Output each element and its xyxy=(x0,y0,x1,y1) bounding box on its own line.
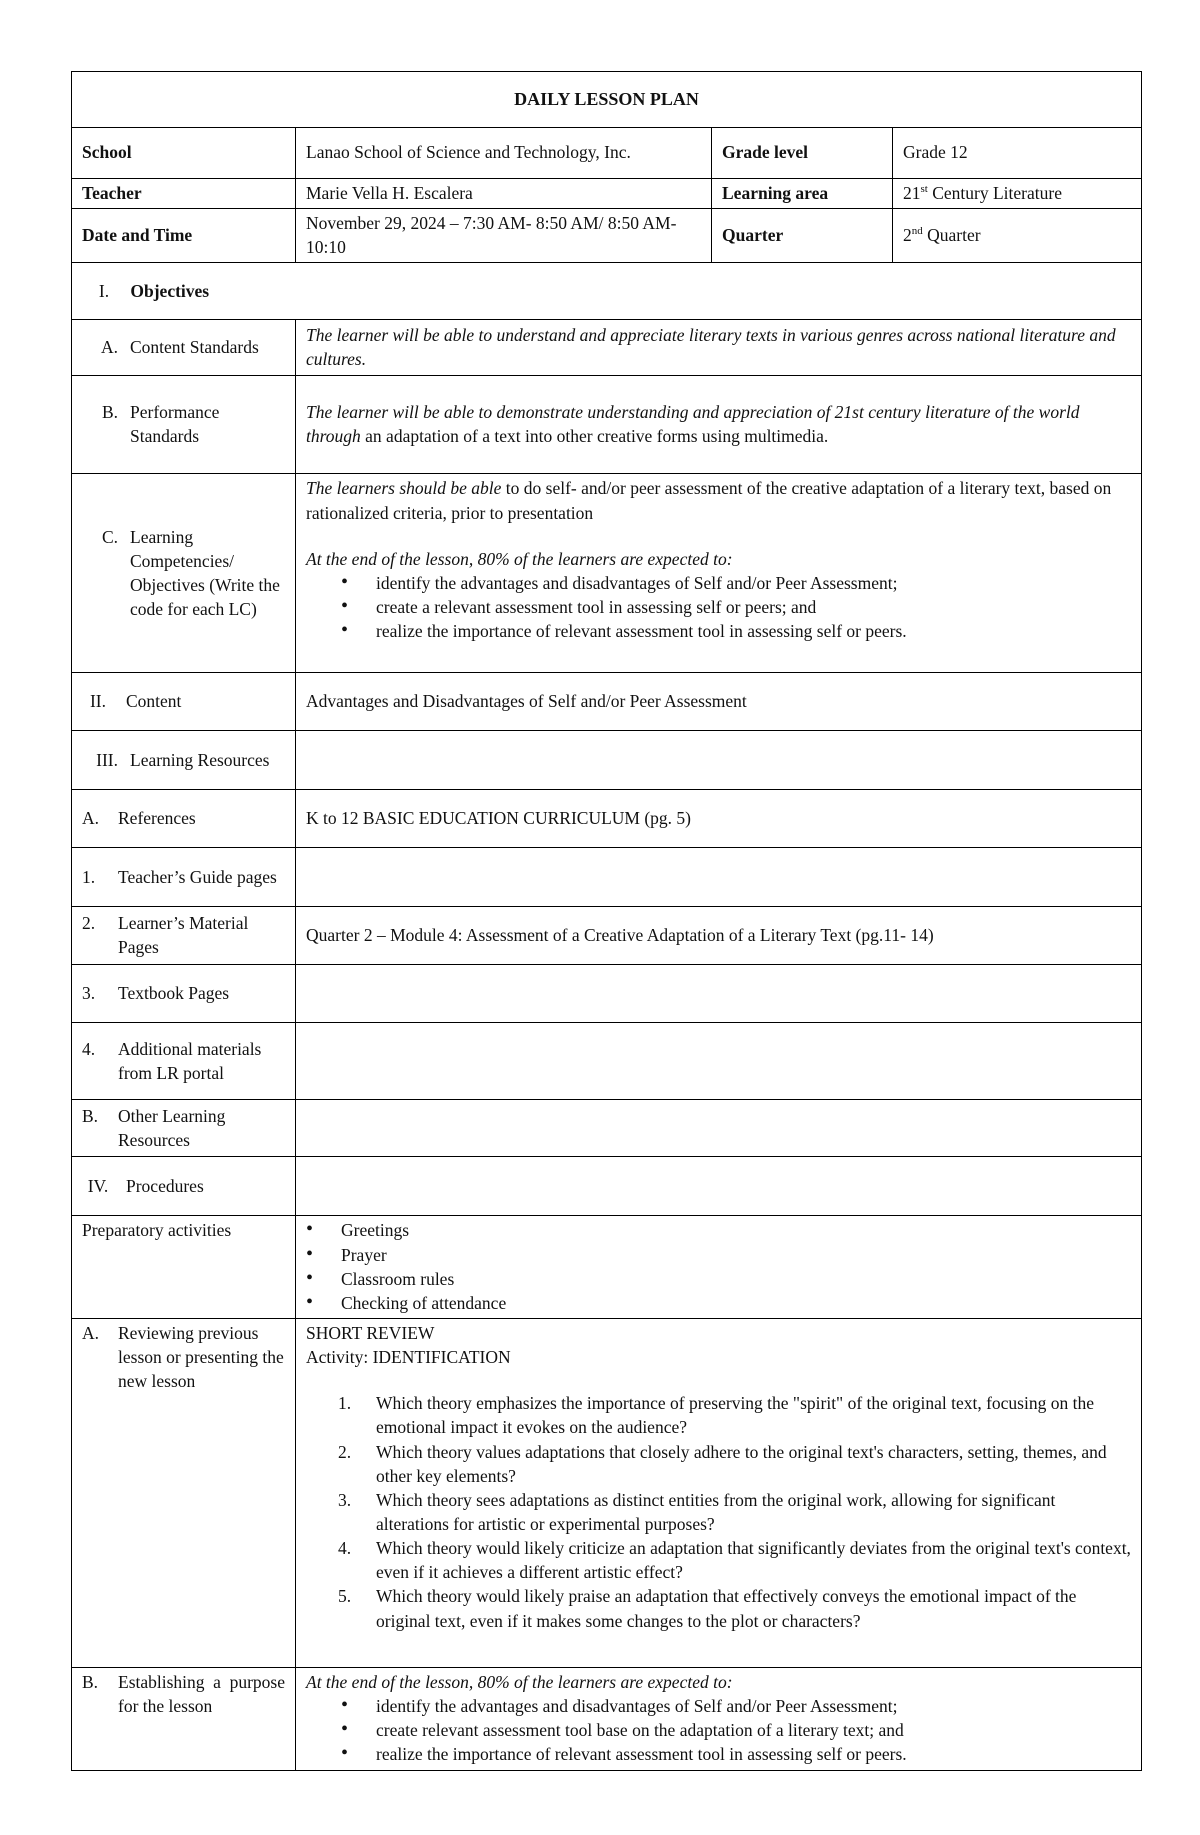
performance-standards-label: B. Performance Standards xyxy=(72,376,296,474)
learning-competencies-label: C. Learning Competencies/ Objectives (Write the code for each LC) xyxy=(72,474,296,673)
reviewing-lesson-value: SHORT REVIEW Activity: IDENTIFICATION Which theory emphasizes the importance of preserving the "spirit" of the original text, focusing on the emotional impact it evokes on the audience? Which theory values adaptations that closely adhere to the original text's characters, setting, themes, and other key elements? Which theory sees adaptations as distinct entities from the original work, allowing for significant alterations for artistic or experimental purposes? Which theory would likely criticize an adaptation that significantly deviates from the original text's context, even if it achieves a different artistic effect? Which theory would likely praise an adaptation that effectively conveys the emotional impact of the original text, even if it makes some changes to the plot or characters? xyxy=(296,1318,1142,1667)
list-item: • Checking of attendance xyxy=(341,1291,1131,1315)
additional-materials-value xyxy=(296,1023,1142,1100)
learning-area-value: 21st Century Literature xyxy=(893,179,1142,209)
references-label: A. References xyxy=(72,790,296,848)
list-item: Which theory values adaptations that closely adhere to the original text's characters, setting, themes, and other key elements? xyxy=(376,1441,1107,1486)
other-resources-label: B. Other Learning Resources xyxy=(72,1100,296,1157)
teacher-value: Marie Vella H. Escalera xyxy=(296,179,712,209)
list-item: • Greetings xyxy=(341,1218,1131,1242)
content-label: II. Content xyxy=(72,673,296,731)
list-item: • realize the importance of relevant assessment tool in assessing self or peers. xyxy=(376,1742,1131,1766)
quarter-value: 2nd Quarter xyxy=(893,209,1142,263)
establishing-purpose-value: At the end of the lesson, 80% of the learners are expected to: • identify the advantages and disadvantages of Self and/or Peer Assessment; • create relevant assessment tool base on the adaptation of a literary text; and • realize the importance of relevant assessment tool in assessing self or peers. xyxy=(296,1667,1142,1770)
performance-standards-text: The learner will be able to demonstrate understanding and appreciation of 21st century literature of the world through an adaptation of a text into other creative forms using multimedia. xyxy=(296,376,1142,474)
learning-competencies-text: The learners should be able to do self- and/or peer assessment of the creative adaptation of a literary text, based on rationalized criteria, prior to presentation At the end of the lesson, 80% of the learners are expected to: • identify the advantages and disadvantages of Self and/or Peer Assessment; • create a relevant assessment tool in assessing self or peers; and • realize the importance of relevant assessment tool in assessing self or peers. xyxy=(296,474,1142,673)
quarter-label: Quarter xyxy=(712,209,893,263)
list-item: Which theory would likely criticize an adaptation that significantly deviates from the original text's context, even if it achieves a different artistic effect? xyxy=(376,1538,1131,1583)
list-item: • identify the advantages and disadvantages of Self and/or Peer Assessment; xyxy=(376,571,1131,595)
preparatory-activities-value xyxy=(296,1216,1142,1319)
preparatory-activities-label: Preparatory activities xyxy=(72,1216,296,1319)
list-item: • Prayer xyxy=(341,1243,1131,1267)
list-item: • realize the importance of relevant assessment tool in assessing self or peers. xyxy=(376,619,1131,643)
school-value: Lanao School of Science and Technology, Inc. xyxy=(296,128,712,179)
textbook-pages-value xyxy=(296,965,1142,1023)
grade-level-label: Grade level xyxy=(712,128,893,179)
school-label: School xyxy=(72,128,296,179)
date-time-value: November 29, 2024 – 7:30 AM- 8:50 AM/ 8:50 AM- 10:10 xyxy=(296,209,712,263)
list-item: Which theory would likely praise an adaptation that effectively conveys the emotional impact of the original text, even if it makes some changes to the plot or characters? xyxy=(376,1586,1077,1631)
reviewing-lesson-label: A. Reviewing previous lesson or presenting the new lesson xyxy=(72,1318,296,1667)
list-item: Which theory emphasizes the importance of preserving the "spirit" of the original text, focusing on the emotional impact it evokes on the audience? xyxy=(376,1393,1094,1438)
content-standards-text: The learner will be able to understand and appreciate literary texts in various genres across national literature and cultures. xyxy=(296,320,1142,376)
teachers-guide-value xyxy=(296,848,1142,907)
learning-area-label: Learning area xyxy=(712,179,893,209)
objectives-list xyxy=(306,571,1131,643)
procedures-value xyxy=(296,1157,1142,1216)
purpose-list xyxy=(306,1694,1131,1766)
list-item: • create a relevant assessment tool in assessing self or peers; and xyxy=(376,595,1131,619)
list-item: • create relevant assessment tool base on the adaptation of a literary text; and xyxy=(376,1718,1131,1742)
additional-materials-label: 4. Additional materials from LR portal xyxy=(72,1023,296,1100)
procedures-label: IV. Procedures xyxy=(72,1157,296,1216)
content-standards-label: A. Content Standards xyxy=(72,320,296,376)
references-value: K to 12 BASIC EDUCATION CURRICULUM (pg. 5) xyxy=(296,790,1142,848)
objectives-heading: I. Objectives xyxy=(72,263,1142,320)
preparatory-list xyxy=(306,1218,1131,1315)
list-item: • identify the advantages and disadvantages of Self and/or Peer Assessment; xyxy=(376,1694,1131,1718)
review-questions-list xyxy=(306,1391,1131,1632)
textbook-pages-label: 3. Textbook Pages xyxy=(72,965,296,1023)
teachers-guide-label: 1. Teacher’s Guide pages xyxy=(72,848,296,907)
grade-level-value: Grade 12 xyxy=(893,128,1142,179)
learners-material-value: Quarter 2 – Module 4: Assessment of a Creative Adaptation of a Literary Text (pg.11- 14) xyxy=(296,907,1142,965)
other-resources-value xyxy=(296,1100,1142,1157)
establishing-purpose-label: B. Establishing a purpose for the lesson xyxy=(72,1667,296,1770)
teacher-label: Teacher xyxy=(72,179,296,209)
list-item: • Classroom rules xyxy=(341,1267,1131,1291)
page-title: DAILY LESSON PLAN xyxy=(72,72,1142,128)
learning-resources-value xyxy=(296,731,1142,790)
learners-material-label: 2. Learner’s Material Pages xyxy=(72,907,296,965)
date-time-label: Date and Time xyxy=(72,209,296,263)
lesson-plan-table xyxy=(71,71,1142,1771)
content-value: Advantages and Disadvantages of Self and/or Peer Assessment xyxy=(296,673,1142,731)
learning-resources-label: III. Learning Resources xyxy=(72,731,296,790)
list-item: Which theory sees adaptations as distinct entities from the original work, allowing for significant alterations for artistic or experimental purposes? xyxy=(376,1489,1056,1534)
